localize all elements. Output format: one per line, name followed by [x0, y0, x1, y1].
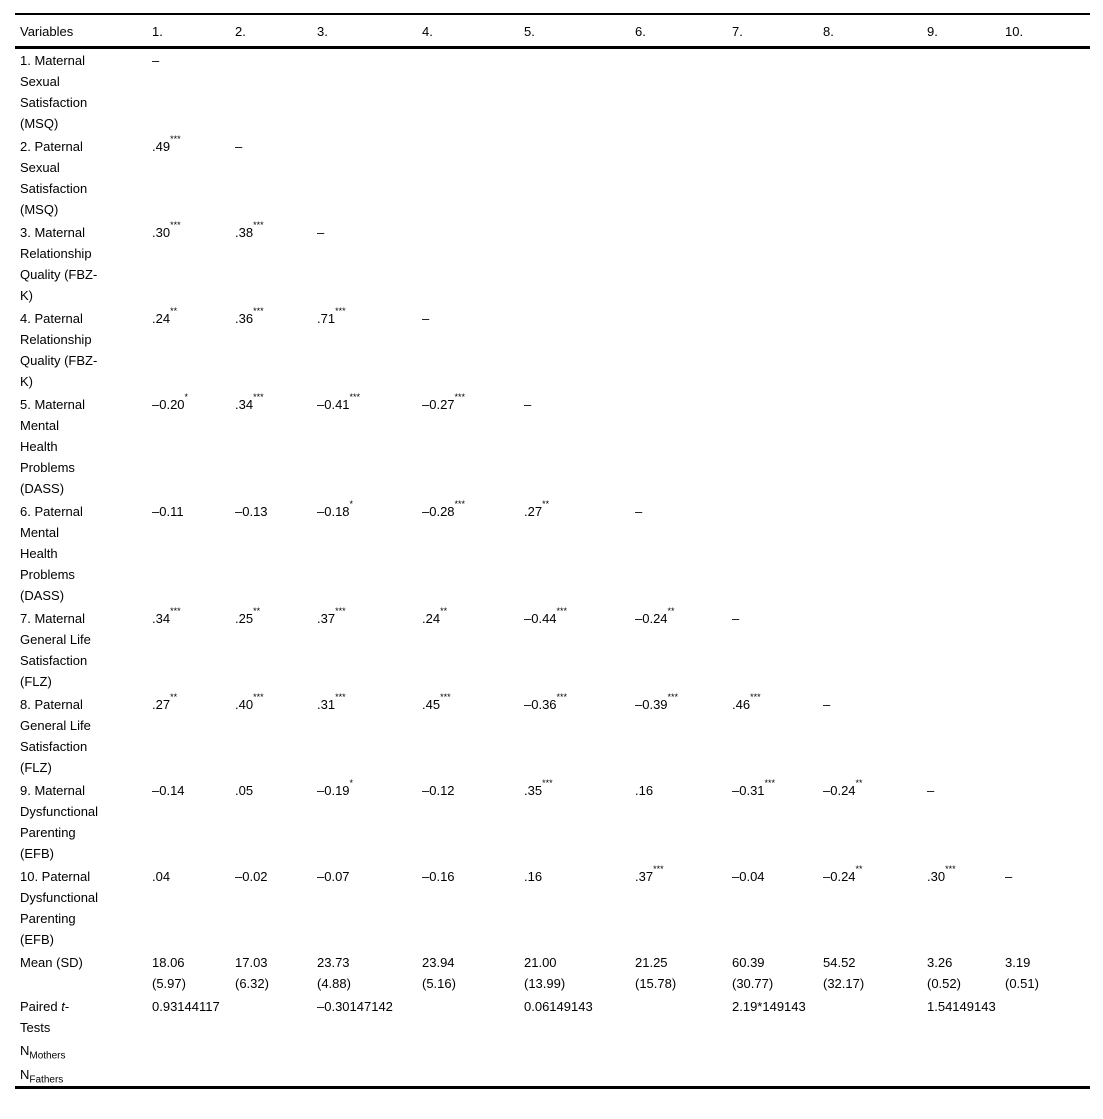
header-row — [15, 14, 1090, 48]
header-variables: Variables — [15, 14, 147, 48]
paired-t-cell: 0.06149143 — [524, 999, 593, 1014]
correlation-cell: .04 — [152, 869, 171, 884]
header-col-3: 3. — [312, 14, 417, 48]
correlation-cell: .24** — [152, 307, 178, 326]
mean-sd-cell — [417, 951, 519, 995]
correlation-cell — [1000, 779, 1090, 865]
significance-stars: *** — [556, 607, 568, 616]
mean-value: 23.94 — [422, 955, 455, 970]
correlation-cell — [417, 221, 519, 307]
variable-name: 6. Paternal Mental Health Problems (DASS) — [20, 504, 83, 603]
mean-value: 18.06 — [152, 955, 185, 970]
header-col-4: 4. — [417, 14, 519, 48]
paired-t-cell: 1.54149143 — [927, 999, 996, 1014]
variable-row-10 — [15, 865, 1090, 951]
correlation-cell: –0.14 — [152, 783, 185, 798]
correlation-cell — [312, 48, 417, 136]
correlation-cell — [630, 48, 727, 136]
correlation-cell — [1000, 48, 1090, 136]
correlation-cell — [1000, 393, 1090, 500]
correlation-cell — [727, 500, 818, 607]
correlation-cell — [630, 221, 727, 307]
mean-sd-cell — [147, 951, 230, 995]
correlation-cell: –0.20* — [152, 393, 189, 412]
correlation-cell: –0.27*** — [422, 393, 466, 412]
correlation-cell: .37*** — [635, 865, 664, 884]
correlation-cell: .05 — [235, 783, 254, 798]
correlation-cell — [818, 221, 922, 307]
correlation-cell: .30*** — [927, 865, 956, 884]
sd-value: (15.78) — [635, 976, 677, 991]
sd-value: (0.51) — [1005, 976, 1039, 991]
row-label — [15, 221, 147, 307]
correlation-cell — [727, 221, 818, 307]
variable-name: 7. Maternal General Life Satisfaction (FLZ) — [20, 611, 91, 689]
variable-name: 2. Paternal Sexual Satisfaction (MSQ) — [20, 139, 88, 217]
variable-name: 1. Maternal Sexual Satisfaction (MSQ) — [20, 53, 88, 131]
n-subscript: Mothers — [29, 1050, 66, 1062]
significance-stars: ** — [440, 607, 448, 616]
correlation-cell — [1000, 221, 1090, 307]
correlation-cell: –0.24** — [823, 865, 863, 884]
correlation-cell — [818, 307, 922, 393]
significance-stars: *** — [335, 307, 346, 316]
significance-stars: *** — [335, 693, 346, 702]
correlation-cell — [417, 135, 519, 221]
header-col-7: 7. — [727, 14, 818, 48]
correlation-cell — [630, 135, 727, 221]
mean-sd-cell — [230, 951, 312, 995]
header-col-10: 10. — [1000, 14, 1090, 48]
correlation-cell — [417, 48, 519, 136]
header-col-8: 8. — [818, 14, 922, 48]
correlation-cell — [630, 393, 727, 500]
correlation-cell — [818, 135, 922, 221]
significance-stars: *** — [335, 607, 346, 616]
variable-row-7 — [15, 607, 1090, 693]
correlation-cell: .45*** — [422, 693, 451, 712]
correlation-cell — [922, 48, 1000, 136]
correlation-cell: .71*** — [317, 307, 346, 326]
n-label: $N_{Mothers}$ — [20, 1043, 66, 1062]
correlation-cell — [922, 500, 1000, 607]
significance-stars: ** — [253, 607, 261, 616]
variable-row-6 — [15, 500, 1090, 607]
variable-name: 8. Paternal General Life Satisfaction (FLZ) — [20, 697, 91, 775]
row-label — [15, 693, 147, 779]
n-subscript: Fathers — [29, 1074, 64, 1086]
correlation-cell — [818, 500, 922, 607]
correlation-cell — [519, 48, 630, 136]
correlation-cell: – — [524, 397, 532, 412]
correlation-cell: –0.44*** — [524, 607, 568, 626]
correlation-cell: –0.07 — [317, 869, 350, 884]
correlation-cell — [922, 607, 1000, 693]
correlation-cell: .34*** — [152, 607, 181, 626]
header-col-1: 1. — [147, 14, 230, 48]
row-label — [15, 48, 147, 136]
significance-stars: ** — [542, 500, 550, 509]
significance-stars: *** — [170, 221, 181, 230]
significance-stars: ** — [855, 779, 863, 788]
correlation-cell: –0.24** — [635, 607, 675, 626]
empty-cell — [147, 1063, 1090, 1088]
correlation-cell: – — [235, 139, 243, 154]
sd-value: (4.88) — [317, 976, 351, 991]
mean-sd-row — [15, 951, 1090, 995]
correlation-cell: – — [317, 225, 325, 240]
correlation-cell: .38*** — [235, 221, 264, 240]
paired-t-cell: 0.93144117 — [152, 999, 220, 1014]
correlation-cell: .49*** — [152, 135, 181, 154]
significance-stars: *** — [667, 693, 679, 702]
correlation-cell: –0.31*** — [732, 779, 776, 798]
significance-stars: ** — [855, 865, 863, 874]
correlation-cell: – — [635, 504, 643, 519]
significance-stars: ** — [170, 307, 178, 316]
correlation-cell — [727, 393, 818, 500]
row-label — [15, 393, 147, 500]
n-row-mothers — [15, 1039, 1090, 1063]
significance-stars: *** — [945, 865, 956, 874]
correlation-cell — [727, 48, 818, 136]
variable-row-5 — [15, 393, 1090, 500]
correlation-cell: .27** — [152, 693, 178, 712]
variable-row-2 — [15, 135, 1090, 221]
paired-t-tests-row — [15, 995, 1090, 1039]
sd-value: (5.97) — [152, 976, 186, 991]
significance-stars: *** — [253, 393, 264, 402]
variable-name: 4. Paternal Relationship Quality (FBZ-K) — [20, 311, 98, 389]
paired-t-tests-label: Paired t-Tests — [20, 999, 70, 1035]
correlation-cell — [1000, 135, 1090, 221]
paired-t-cell: –0.30147142 — [317, 999, 393, 1014]
mean-value: 21.00 — [524, 955, 557, 970]
mean-value: 17.03 — [235, 955, 268, 970]
correlation-cell — [818, 393, 922, 500]
mean-sd-cell — [1000, 951, 1090, 995]
sd-value: (5.16) — [422, 976, 456, 991]
mean-value: 3.26 — [927, 955, 953, 970]
row-label — [15, 995, 147, 1039]
sd-value: (6.32) — [235, 976, 269, 991]
mean-sd-cell — [630, 951, 727, 995]
correlation-cell: –0.18* — [317, 500, 354, 519]
row-label — [15, 1039, 147, 1063]
mean-value: 54.52 — [823, 955, 856, 970]
correlation-cell — [519, 221, 630, 307]
mean-sd-label: Mean (SD) — [20, 955, 83, 970]
sd-value: (13.99) — [524, 976, 566, 991]
correlation-cell: .16 — [524, 869, 543, 884]
correlation-cell: –0.02 — [235, 869, 268, 884]
correlation-cell — [230, 48, 312, 136]
significance-stars: *** — [454, 393, 466, 402]
sd-value: (32.17) — [823, 976, 865, 991]
correlation-cell — [922, 393, 1000, 500]
significance-stars: *** — [253, 693, 264, 702]
variable-row-9 — [15, 779, 1090, 865]
correlation-cell: – — [152, 53, 160, 68]
significance-stars: * — [349, 779, 354, 788]
significance-stars: ** — [170, 693, 178, 702]
correlation-cell — [1000, 607, 1090, 693]
significance-stars: *** — [170, 135, 181, 144]
row-label — [15, 951, 147, 995]
correlation-cell — [1000, 307, 1090, 393]
mean-value: 60.39 — [732, 955, 765, 970]
significance-stars: *** — [349, 393, 361, 402]
correlation-cell: .16 — [635, 783, 654, 798]
mean-sd-cell — [727, 951, 818, 995]
correlation-cell: –0.36*** — [524, 693, 568, 712]
row-label — [15, 307, 147, 393]
correlation-cell: – — [422, 311, 430, 326]
mean-value: 21.25 — [635, 955, 668, 970]
correlation-cell: .24** — [422, 607, 448, 626]
correlation-cell: –0.16 — [422, 869, 455, 884]
correlation-table — [15, 13, 1090, 1089]
correlation-cell: .40*** — [235, 693, 264, 712]
correlation-cell: .46*** — [732, 693, 761, 712]
mean-sd-cell — [519, 951, 630, 995]
correlation-cell: .34*** — [235, 393, 264, 412]
significance-stars: *** — [653, 865, 664, 874]
significance-stars: *** — [454, 500, 466, 509]
correlation-cell: –0.12 — [422, 783, 455, 798]
correlation-cell: – — [927, 783, 935, 798]
variable-row-1 — [15, 48, 1090, 136]
correlation-cell — [312, 135, 417, 221]
sd-value: (0.52) — [927, 976, 961, 991]
correlation-cell: .36*** — [235, 307, 264, 326]
correlation-cell: –0.24** — [823, 779, 863, 798]
mean-sd-cell — [818, 951, 922, 995]
correlation-cell — [1000, 693, 1090, 779]
significance-stars: * — [184, 393, 189, 402]
significance-stars: *** — [764, 779, 776, 788]
correlation-cell: .35*** — [524, 779, 553, 798]
correlation-cell — [922, 307, 1000, 393]
correlation-cell: –0.28*** — [422, 500, 466, 519]
italic-t: t — [61, 999, 65, 1014]
correlation-cell: .31*** — [317, 693, 346, 712]
significance-stars: *** — [253, 307, 264, 316]
mean-value: 3.19 — [1005, 955, 1031, 970]
significance-stars: *** — [750, 693, 761, 702]
sd-value: (30.77) — [732, 976, 774, 991]
correlation-cell — [922, 221, 1000, 307]
correlation-cell: .27** — [524, 500, 550, 519]
variable-row-4 — [15, 307, 1090, 393]
row-label — [15, 779, 147, 865]
variable-name: 9. Maternal Dysfunctional Parenting (EFB) — [20, 783, 99, 861]
mean-value: 23.73 — [317, 955, 350, 970]
correlation-cell — [519, 135, 630, 221]
correlation-cell — [922, 135, 1000, 221]
n-label: $N_{Fathers}$ — [20, 1066, 64, 1086]
significance-stars: ** — [667, 607, 675, 616]
variable-name: 5. Maternal Mental Health Problems (DASS) — [20, 397, 86, 496]
mean-sd-cell — [922, 951, 1000, 995]
row-label — [15, 1063, 147, 1088]
correlation-cell: –0.39*** — [635, 693, 679, 712]
correlation-cell: –0.11 — [152, 504, 184, 519]
row-label — [15, 865, 147, 951]
correlation-cell: –0.41*** — [317, 393, 361, 412]
significance-stars: *** — [556, 693, 568, 702]
correlation-cell: –0.19* — [317, 779, 354, 798]
correlation-cell — [727, 135, 818, 221]
row-label — [15, 135, 147, 221]
correlation-cell: –0.13 — [235, 504, 268, 519]
correlation-cell — [519, 307, 630, 393]
n-row-fathers — [15, 1063, 1090, 1088]
significance-stars: *** — [170, 607, 181, 616]
correlation-cell: .25** — [235, 607, 261, 626]
variable-name: 10. Paternal Dysfunctional Parenting (EFB) — [20, 869, 99, 947]
significance-stars: *** — [542, 779, 553, 788]
correlation-cell — [922, 693, 1000, 779]
correlation-cell — [727, 307, 818, 393]
significance-stars: *** — [253, 221, 264, 230]
mean-sd-cell — [312, 951, 417, 995]
correlation-cell — [818, 48, 922, 136]
row-label — [15, 607, 147, 693]
variable-name: 3. Maternal Relationship Quality (FBZ-K) — [20, 225, 98, 303]
correlation-cell: –0.04 — [732, 869, 765, 884]
row-label — [15, 500, 147, 607]
correlation-cell: – — [1005, 869, 1013, 884]
correlation-cell — [1000, 500, 1090, 607]
correlation-cell: – — [732, 611, 740, 626]
correlation-cell: – — [823, 697, 831, 712]
variable-row-3 — [15, 221, 1090, 307]
correlation-cell — [818, 607, 922, 693]
table-body — [15, 48, 1090, 1088]
header-col-9: 9. — [922, 14, 1000, 48]
header-col-5: 5. — [519, 14, 630, 48]
variable-row-8 — [15, 693, 1090, 779]
header-col-2: 2. — [230, 14, 312, 48]
correlation-cell: .30*** — [152, 221, 181, 240]
correlation-cell — [630, 307, 727, 393]
correlation-cell: .37*** — [317, 607, 346, 626]
paired-t-cell: 2.19*149143 — [732, 999, 806, 1014]
header-col-6: 6. — [630, 14, 727, 48]
significance-stars: *** — [440, 693, 451, 702]
empty-cell — [147, 1039, 1090, 1063]
significance-stars: * — [349, 500, 354, 509]
